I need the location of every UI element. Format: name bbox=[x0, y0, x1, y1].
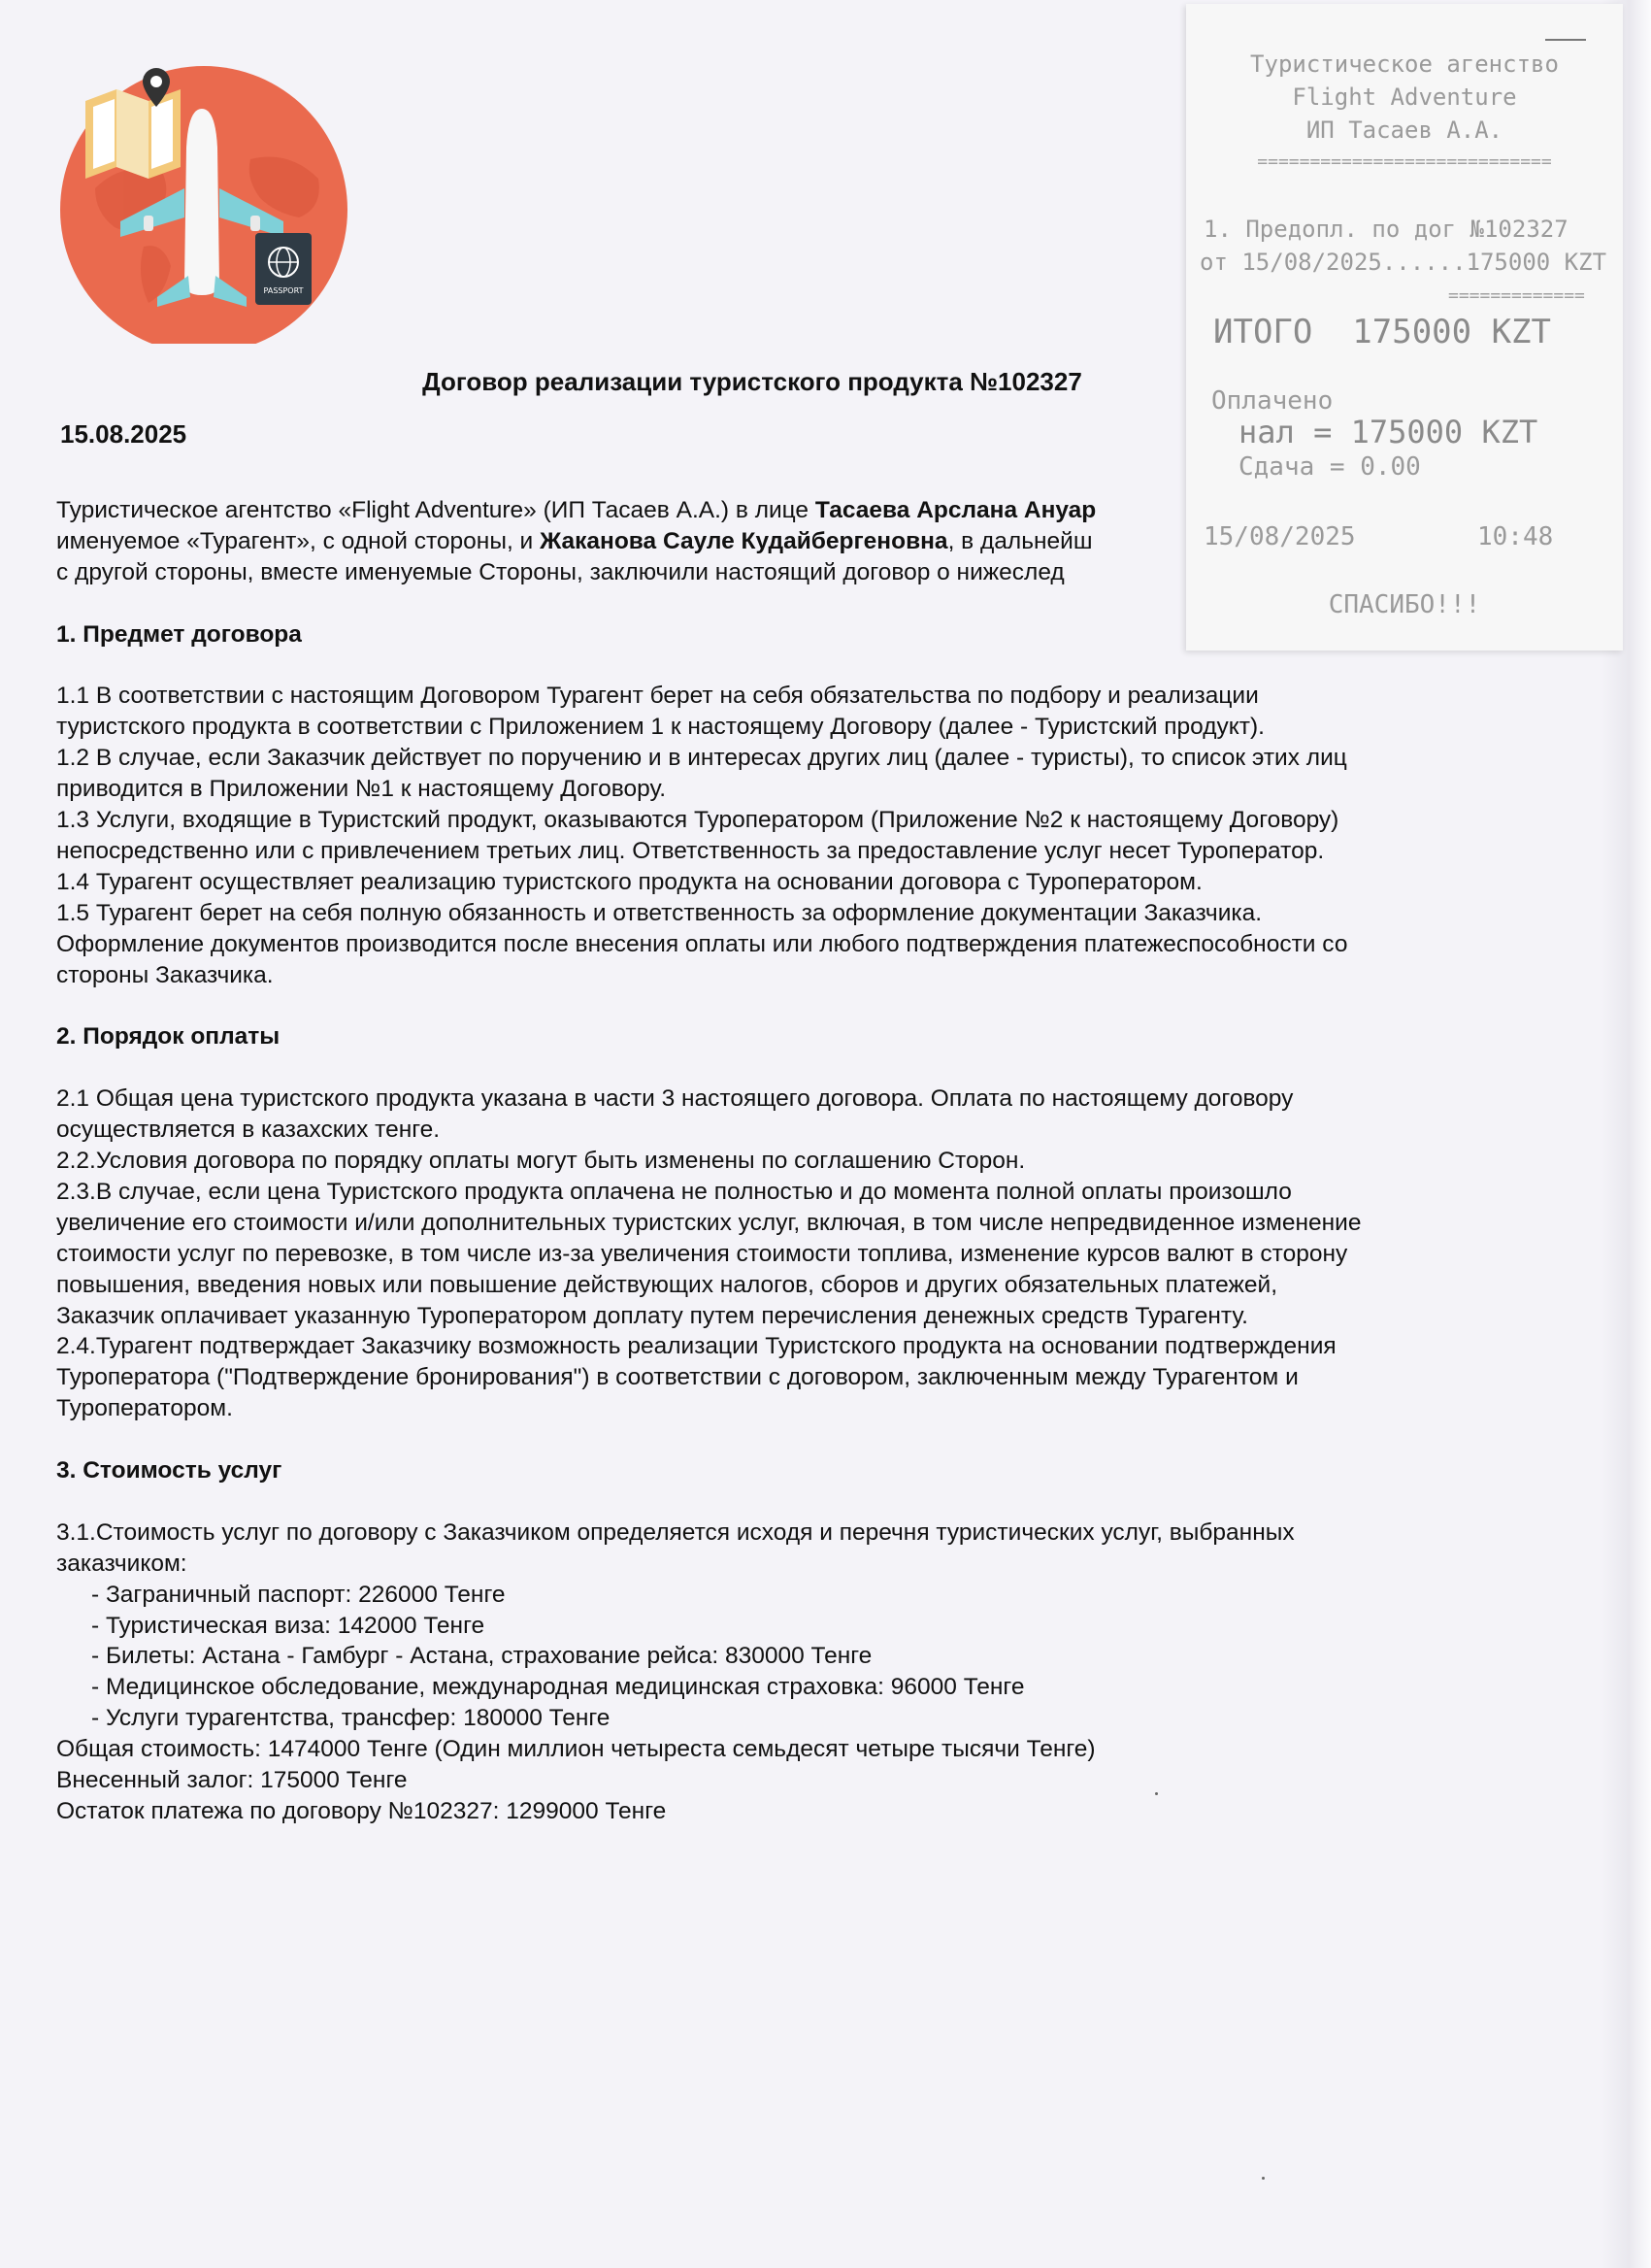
receipt-item-line-2: от 15/08/2025......175000 KZT bbox=[1200, 249, 1607, 276]
receipt-paid-label: Оплачено bbox=[1211, 386, 1334, 416]
section2-line: повышения, введения новых или повышение действующих налогов, сборов и других обязательных платежей, bbox=[56, 1271, 1278, 1298]
document-body bbox=[56, 495, 1570, 1827]
cost-total-line: Общая стоимость: 1474000 Тенге (Один миллион четыреста семьдесят четыре тысячи Тенге) bbox=[56, 1736, 1096, 1763]
map-icon bbox=[85, 89, 181, 179]
cost-item: - Билеты: Астана - Гамбург - Астана, страхование рейса: 830000 Тенге bbox=[91, 1643, 873, 1670]
section1-line: 1.1 В соответствии с настоящим Договором Турагент берет на себя обязательства по подбору и реализации bbox=[56, 683, 1259, 710]
receipt-header-3: ИП Тасаев А.А. bbox=[1305, 117, 1503, 144]
section1-line: 1.2 В случае, если Заказчик действует по поручению и в интересах других лиц (далее - туристы), то список этих лиц bbox=[56, 745, 1347, 772]
intro-line-1: Туристическое агентство «Flight Adventure» (ИП Тасаев А.А.) в лице Тасаева Арслана Ануар bbox=[56, 497, 1097, 523]
section1-line: 1.5 Турагент берет на себя полную обязанность и ответственность за оформление документации Заказчика. bbox=[56, 899, 1263, 926]
section1-line: 1.3 Услуги, входящие в Туристский продукт, оказываются Туроператором (Приложение №2 к настоящему Договору) bbox=[56, 807, 1339, 834]
section1-line: приводится в Приложении №1 к настоящему Договору. bbox=[56, 776, 667, 803]
receipt-separator-2: ============= bbox=[1448, 285, 1585, 306]
cost-total-line: Внесенный залог: 175000 Тенге bbox=[56, 1767, 408, 1794]
section2-line: 2.2.Условия договора по порядку оплаты могут быть изменены по соглашению Сторон. bbox=[56, 1147, 1026, 1174]
section1-line: Оформление документов производится после внесения оплаты или любого подтверждения платежеспособности со bbox=[56, 930, 1348, 957]
section1-line: стороны Заказчика. bbox=[56, 961, 274, 988]
section1-line: непосредственно или с привлечением третьих лиц. Ответственность за предоставление услуг несет Туроператор. bbox=[56, 837, 1325, 864]
receipt-time: 10:48 bbox=[1477, 522, 1554, 551]
section2-lines bbox=[56, 1084, 1570, 1424]
section2-heading: 2. Порядок оплаты bbox=[56, 1023, 281, 1051]
section1-lines bbox=[56, 681, 1570, 990]
receipt-change: Сдача = 0.00 bbox=[1238, 452, 1421, 482]
cost-total-line: Остаток платежа по договору №102327: 1299000 Тенге bbox=[56, 1797, 667, 1824]
section2-line: увеличение его стоимости и/или дополнительных туристских услуг, включая, в том числе непредвиденное изменение bbox=[56, 1209, 1362, 1236]
receipt-date: 15/08/2025 bbox=[1204, 522, 1356, 551]
receipt-cash: нал = 175000 KZT bbox=[1238, 414, 1538, 450]
passport-icon bbox=[255, 233, 312, 305]
agent-name: Тасаева Арслана Ануар bbox=[814, 497, 1097, 523]
scan-speck bbox=[1155, 1792, 1158, 1795]
section2-line: Туроператора ("Подтверждение бронирования") в соответствии с договором, заключенным между Турагентом и bbox=[56, 1364, 1299, 1391]
client-name: Жаканова Сауле Кудайбергеновна bbox=[540, 527, 948, 554]
receipt-header-1: Туристическое агенство bbox=[1250, 50, 1559, 78]
passport-label: PASSPORT bbox=[263, 286, 304, 295]
section2-line: 2.3.В случае, если цена Туристского продукта оплачена не полностью и до момента полной оплаты произошло bbox=[56, 1178, 1292, 1205]
travel-logo bbox=[56, 43, 357, 344]
section3-items bbox=[56, 1580, 1570, 1735]
section3-heading: 3. Стоимость услуг bbox=[56, 1457, 282, 1484]
cost-item: - Медицинское обследование, международная медицинская страховка: 96000 Тенге bbox=[91, 1674, 1025, 1701]
cost-item: - Туристическая виза: 142000 Тенге bbox=[91, 1612, 485, 1639]
intro-line-3: с другой стороны, вместе именуемые Стороны, заключили настоящий договор о нижеслед bbox=[56, 558, 1065, 585]
receipt-total: ИТОГО 175000 KZT bbox=[1213, 313, 1551, 351]
scan-speck bbox=[1262, 2177, 1265, 2180]
cash-receipt bbox=[1186, 4, 1623, 650]
document-title: Договор реализации туристского продукта №102327 bbox=[422, 367, 1082, 396]
section2-line: Туроператором. bbox=[56, 1395, 233, 1422]
cost-item: - Услуги турагентства, трансфер: 180000 Тенге bbox=[91, 1705, 611, 1732]
receipt-header-2: Flight Adventure bbox=[1292, 83, 1517, 111]
section2-line: 2.4.Турагент подтверждает Заказчику возможность реализации Туристского продукта на основании подтверждения bbox=[56, 1333, 1337, 1360]
document-date: 15.08.2025 bbox=[60, 419, 187, 449]
cost-item: - Заграничный паспорт: 226000 Тенге bbox=[91, 1581, 506, 1608]
section3-totals bbox=[56, 1734, 1570, 1827]
section3-lines bbox=[56, 1518, 1570, 1580]
section3-line: 3.1.Стоимость услуг по договору с Заказчиком определяется исходя и перечня туристических услуг, выбранных bbox=[56, 1518, 1295, 1546]
section1-line: 1.4 Турагент осуществляет реализацию туристского продукта на основании договора с Туроператором. bbox=[56, 868, 1203, 895]
section2-line: Заказчик оплачивает указанную Туроператором доплату путем перечисления денежных средств Турагенту. bbox=[56, 1302, 1248, 1329]
receipt-thanks: СПАСИБО!!! bbox=[1328, 590, 1481, 619]
section2-line: осуществляется в казахских тенге. bbox=[56, 1117, 441, 1144]
section1-line: туристского продукта в соответствии с Приложением 1 к настоящему Договору (далее - Туристский продукт). bbox=[56, 714, 1265, 741]
section3-line: заказчиком: bbox=[56, 1550, 187, 1577]
intro-line-2: именуемое «Турагент», с одной стороны, и Жаканова Сауле Кудайбергеновна, в дальнейш bbox=[56, 527, 1093, 554]
section2-line: 2.1 Общая цена туристского продукта указана в части 3 настоящего договора. Оплата по настоящему договору bbox=[56, 1085, 1294, 1113]
section2-line: стоимости услуг по перевозке, в том числе из-за увеличения стоимости топлива, изменение курсов валют в сторону bbox=[56, 1240, 1348, 1267]
section1-heading: 1. Предмет договора bbox=[56, 620, 302, 648]
receipt-separator: ============================ bbox=[1257, 151, 1552, 172]
receipt-item-line-1: 1. Предопл. по дог №102327 bbox=[1204, 216, 1568, 243]
receipt-mark bbox=[1545, 39, 1586, 41]
